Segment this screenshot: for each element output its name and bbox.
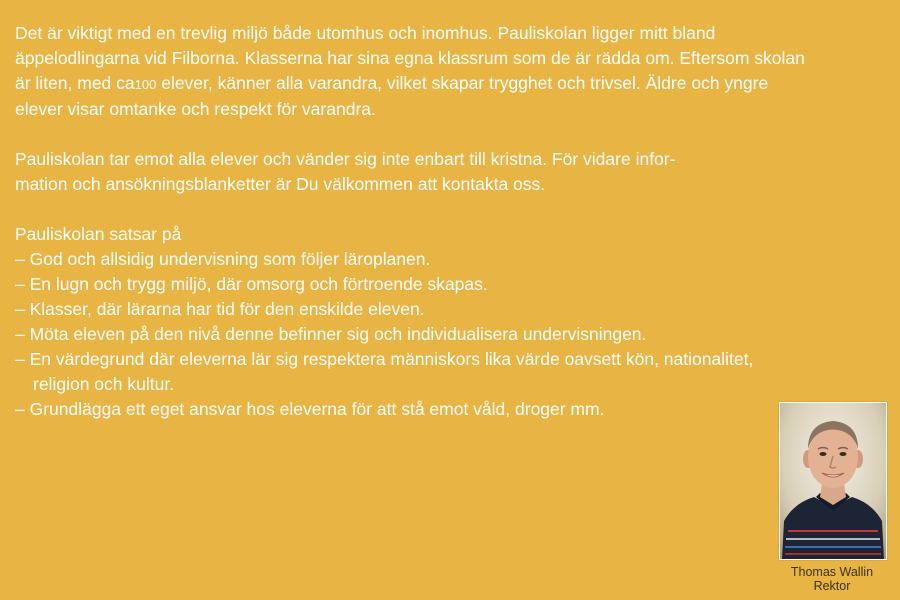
- paragraph-gap: [15, 197, 805, 222]
- focus-item: – En lugn och trygg miljö, där omsorg och förtroende skapas.: [15, 274, 488, 294]
- focus-heading: Pauliskolan satsar på: [15, 224, 182, 244]
- principal-title: Rektor: [813, 579, 851, 593]
- contact-paragraph: [15, 147, 805, 197]
- student-count: 100: [134, 77, 157, 92]
- focus-item: – En värdegrund där eleverna lär sig respektera människors lika värde oavsett kön, nationalitet, religion och kultur.: [15, 349, 754, 394]
- focus-item: – Klasser, där lärarna har tid för den enskilde eleven.: [15, 299, 425, 319]
- contact-line-1: Pauliskolan tar emot alla elever och vänder sig inte enbart till kristna. För vidare infor-: [15, 149, 676, 169]
- principal-caption: [762, 565, 900, 593]
- principal-name: Thomas Wallin: [790, 565, 874, 579]
- contact-line-2: mation och ansökningsblanketter är Du välkommen att kontakta oss.: [15, 174, 546, 194]
- paragraph-gap: [15, 122, 805, 147]
- principal-photo: [779, 402, 887, 560]
- focus-item: – God och allsidig undervisning som följer läroplanen.: [15, 249, 431, 269]
- focus-item: – Möta eleven på den nivå denne befinner sig och individualisera undervisningen.: [15, 324, 647, 344]
- focus-section: [15, 222, 805, 422]
- main-text: [15, 21, 805, 422]
- intro-text-part2: elever, känner alla varandra, vilket skapar trygghet och trivsel. Äldre och yngre elever visar omtanke och respekt för varandra.: [15, 73, 769, 119]
- intro-paragraph: [15, 21, 805, 122]
- portrait-illustration: [780, 403, 886, 559]
- focus-item: – Grundlägga ett eget ansvar hos eleverna för att stå emot våld, droger mm.: [15, 399, 605, 419]
- intro-text-part1: Det är viktigt med en trevlig miljö både utomhus och inomhus. Pauliskolan ligger mitt bland äppelodlingarna vid Filborna. Klasserna har sina egna klassrum som de är rädda om. Eftersom skolan är liten, med ca: [15, 23, 805, 93]
